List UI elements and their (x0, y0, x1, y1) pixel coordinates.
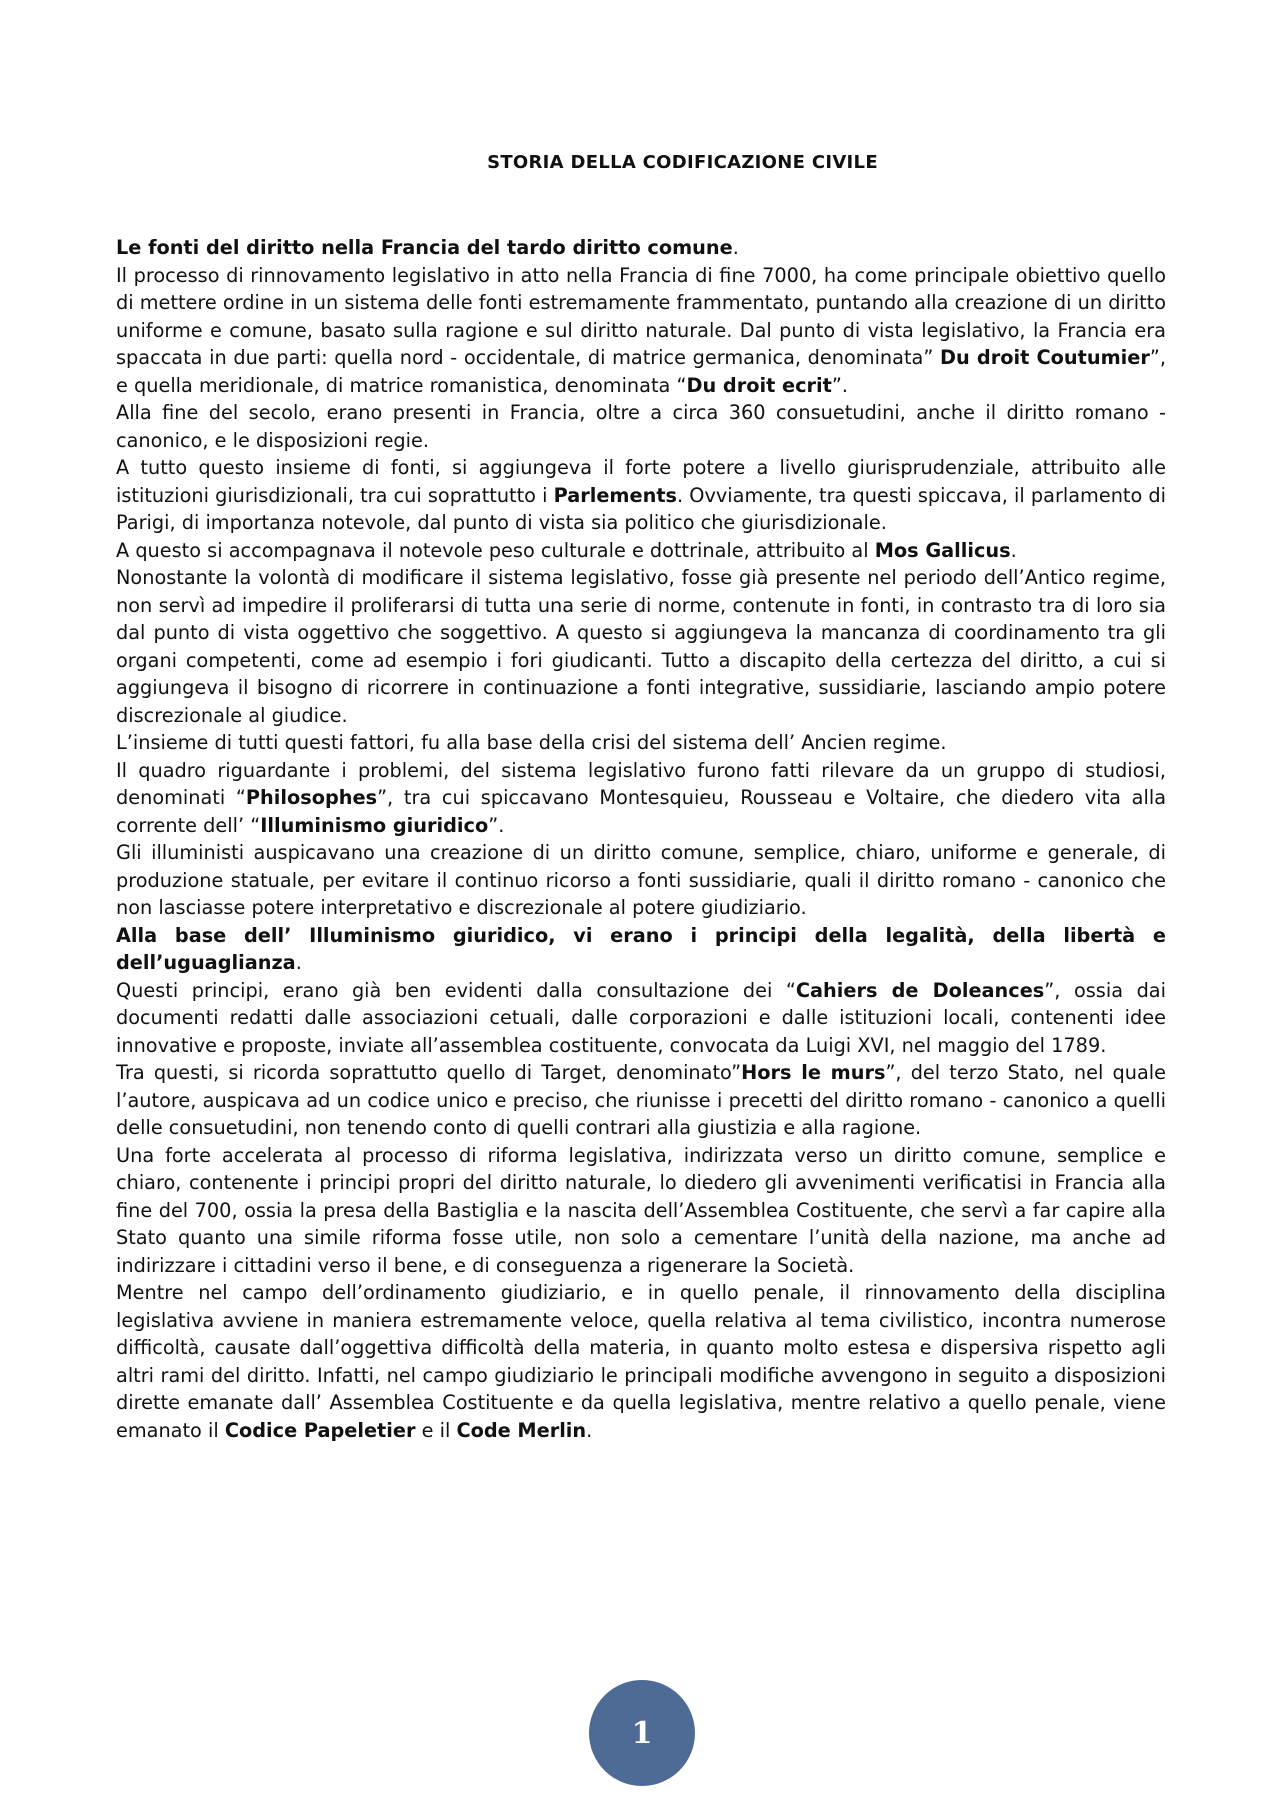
term-illuminismo-giuridico: Illuminismo giuridico (260, 813, 489, 837)
paragraph-text: Il processo di rinnovamento legislativo in atto nella Francia di fine 7000, ha come principale obiettivo quello di mettere ordine in un sistema delle fonti estremamente frammentato, puntando alla creazione di un diritto uniforme e comune, basato sulla ragione e sul diritto naturale. Dal punto di vista legislativo, la Francia era spaccata in due parti: quella nord - occidentale, di matrice germanica, denominata” (116, 263, 1166, 369)
paragraph (116, 454, 1166, 537)
paragraph (116, 399, 1166, 454)
paragraph-text: Alla fine del secolo, erano presenti in Francia, oltre a circa 360 consuetudini, anche il diritto romano - canonico, e le disposizioni regie. (116, 401, 1166, 452)
paragraph-text: ”, ossia dai documenti redatti dalle associazioni cetuali, dalle corporazioni e dalle istituzioni locali, contenenti idee innovative e proposte, inviate all’assemblea costituente, convocata da Luigi XVI, nel maggio del 1789. (116, 978, 1166, 1057)
paragraph-text: ”. (831, 373, 848, 397)
principles-statement: Alla base dell’ Illuminismo giuridico, vi erano i principi della legalità, della libertà e dell’uguaglianza (116, 923, 1166, 974)
document-title: STORIA DELLA CODIFICAZIONE CIVILE (487, 152, 878, 173)
term-codice-papeletier: Codice Papeletier (224, 1418, 416, 1442)
paragraph-text: e il (415, 1418, 457, 1442)
term-code-merlin: Code Merlin (456, 1418, 587, 1442)
term-philosophes: Philosophes (245, 786, 378, 809)
section-heading: Le fonti del diritto nella Francia del tardo diritto comune (116, 236, 733, 259)
paragraph (116, 537, 1166, 565)
paragraph-text: . (1010, 538, 1017, 562)
paragraph (116, 262, 1166, 400)
paragraph (116, 977, 1166, 1060)
section-heading-tail: . (732, 236, 739, 259)
paragraph-text: A questo si accompagnava il notevole peso culturale e dottrinale, attribuito al (116, 538, 875, 562)
term-parlements: Parlements (553, 483, 678, 507)
paragraph-text: Mentre nel campo dell’ordinamento giudiziario, e in quello penale, il rinnovamento della disciplina legislativa avviene in maniera estremamente veloce, quella relativa al tema civilistico, incontra numerose difficoltà, causate dall’oggettiva difficoltà della materia, in quanto molto estesa e dispersiva rispetto agli altri rami del diritto. Infatti, nel campo giudiziario le principali modifiche avvengono in seguito a disposizioni dirette emanate dall’ Assemblea Costituente e da quella legislativa, mentre relativo a quello penale, viene emanato il (116, 1281, 1166, 1442)
paragraph-text: . (295, 951, 302, 974)
paragraph (116, 1279, 1166, 1444)
paragraph-text: Una forte accelerata al processo di riforma legislativa, indirizzata verso un diritto comune, semplice e chiaro, contenente i principi propri del diritto naturale, lo diedero gli avvenimenti verificatisi in Francia alla fine del 700, ossia la presa della Bastiglia e la nascita dell’Assemblea Costituente, che servì a far capire alla Stato quanto una simile riforma fosse utile, non solo a cementare l’unità della nazione, ma anche ad indirizzare i cittadini verso il bene, e di conseguenza a rigenerare la Società. (116, 1143, 1166, 1277)
paragraph (116, 564, 1166, 729)
term-hors-le-murs: Hors le murs (741, 1061, 886, 1084)
term-du-droit-ecrit: Du droit ecrit (686, 373, 832, 397)
term-du-droit-coutumier: Du droit Coutumier (939, 346, 1150, 369)
paragraph-text: Gli illuministi auspicavano una creazione di un diritto comune, semplice, chiaro, uniforme e generale, di produzione statuale, per evitare il continuo ricorso a fonti sussidiarie, quali il diritto romano - canonico che non lasciasse potere interpretativo e discrezionale al potere giudiziario. (116, 841, 1166, 919)
paragraph-text: L’insieme di tutti questi fattori, fu alla base della crisi del sistema dell’ Ancien regime. (116, 731, 947, 754)
paragraph (116, 757, 1166, 840)
paragraph-text: Nonostante la volontà di modificare il sistema legislativo, fosse già presente nel periodo dell’Antico regime, non servì ad impedire il proliferarsi di tutta una serie di norme, contenute in fonti, in contrasto tra di loro sia dal punto di vista oggettivo che soggettivo. A questo si aggiungeva la mancanza di coordinamento tra gli organi competenti, come ad esempio i fori giudicanti. Tutto a discapito della certezza del diritto, a cui si aggiungeva il bisogno di ricorrere in continuazione a fonti integrative, sussidiarie, lasciando ampio potere discrezionale al giudice. (116, 566, 1166, 727)
paragraph-text: . (586, 1418, 593, 1442)
paragraph (116, 1059, 1166, 1142)
paragraph-text: . Ovviamente, tra questi spiccava, il parlamento di Parigi, di importanza notevole, dal punto di vista sia politico che giurisdizionale. (116, 483, 1167, 534)
paragraph-text: ”, del terzo Stato, nel quale l’autore, auspicava ad un codice unico e preciso, che riunisse i precetti del diritto romano - canonico a quelli delle consuetudini, non tenendo conto di quelli contrari alla giustizia e alla ragione. (116, 1061, 1166, 1139)
paragraph-text: Il quadro riguardante i problemi, del sistema legislativo furono fatti rilevare da un gruppo di studiosi, denominati “ (116, 758, 1166, 809)
paragraph-text: Questi principi, erano già ben evidenti dalla consultazione dei “ (116, 978, 796, 1002)
page-number-badge: 1 (589, 1680, 695, 1786)
paragraph (116, 1142, 1166, 1280)
paragraph (116, 729, 1166, 757)
paragraph-text: ”, tra cui spiccavano Montesquieu, Rousseau e Voltaire, che diedero vita alla corrente dell’ “ (116, 786, 1167, 837)
section-heading-line (116, 234, 1166, 262)
term-mos-gallicus: Mos Gallicus (874, 538, 1011, 562)
document-body (116, 234, 1166, 1444)
paragraph-text: Tra questi, si ricorda soprattutto quello di Target, denominato” (116, 1061, 742, 1084)
paragraph (116, 839, 1166, 922)
paragraph (116, 922, 1166, 977)
paragraph-text: A tutto questo insieme di fonti, si aggiungeva il forte potere a livello giurisprudenziale, attribuito alle istituzioni giurisdizionali, tra cui soprattutto i (116, 456, 1166, 507)
paragraph-text: ”. (488, 813, 505, 837)
paragraph-text: ”, e quella meridionale, di matrice romanistica, denominata “ (116, 346, 1166, 397)
term-cahiers-de-doleances: Cahiers de Doleances (795, 978, 1045, 1002)
